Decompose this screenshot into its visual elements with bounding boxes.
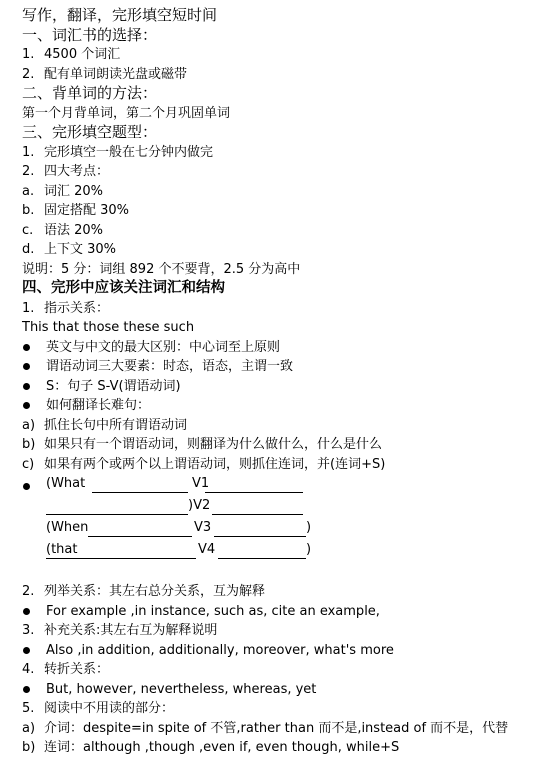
template-v2: )V2 — [188, 498, 211, 513]
template-v3: V3 — [194, 520, 212, 535]
list-item: a) 抓住长句中所有谓语动词 — [22, 417, 188, 433]
template-what: (What — [46, 476, 86, 491]
list-item: a. 词汇 20% — [22, 183, 104, 199]
bullet-item: Also ,in addition, additionally, moreover, what's more — [22, 641, 550, 661]
template-row-what — [22, 474, 550, 496]
bullet-dot-icon — [23, 483, 30, 490]
template-row-that — [22, 540, 550, 562]
list-item: 5. 阅读中不用读的部分： — [22, 701, 175, 716]
template-close4: ) — [306, 542, 312, 557]
list-item: 1. 指示关系： — [22, 300, 110, 316]
bullet-item: 如何翻译长难句： — [22, 396, 550, 416]
list-item: 1. 完形填空一般在七分钟内做完 — [22, 144, 214, 160]
template-that: (that — [46, 542, 78, 557]
section-heading-cloze-type: 三、完形填空题型： — [22, 123, 158, 141]
bullet-dot-icon — [23, 344, 30, 351]
bullet-item: 英文与中文的最大区别：中心词至上原则 — [22, 338, 550, 358]
template-close3: ) — [306, 520, 312, 535]
list-item: b. 固定搭配 30% — [22, 203, 130, 218]
paragraph: 第一个月背单词，第二个月巩固单词 — [22, 105, 231, 121]
template-when: (When — [46, 520, 89, 535]
bullet-dot-icon — [23, 363, 30, 370]
blank-line — [88, 536, 192, 537]
bullet-item: 谓语动词三大要素：时态，语态，主谓一致 — [22, 357, 550, 377]
blank-line — [46, 514, 188, 515]
section-heading-vocab-book: 一、词汇书的选择： — [22, 25, 158, 44]
template-row-v2 — [22, 496, 550, 518]
list-item: a) 介词：despite=in spite of 不管,rather than 而不是,instead of 而不是，代替 — [22, 720, 509, 736]
blank-line — [214, 536, 306, 537]
demonstratives-line: This that those these such — [22, 320, 195, 335]
bullet-dot-icon — [23, 402, 30, 409]
list-item: c. 语法 20% — [22, 222, 104, 238]
list-item: 4. 转折关系： — [22, 662, 110, 677]
bullet-dot-icon — [23, 608, 30, 615]
blank-line — [218, 558, 306, 559]
bullet-item: S：句子 S-V(谓语动词) — [22, 377, 550, 397]
list-item: 3. 补充关系:其左右互为解释说明 — [22, 623, 218, 638]
bullet-item: For example ,in instance, such as, cite an example, — [22, 602, 550, 622]
blank-line — [205, 492, 303, 493]
template-v4: V4 — [198, 542, 216, 557]
blank-line — [212, 514, 303, 515]
blank-line — [46, 558, 196, 559]
template-v1: V1 — [192, 476, 210, 491]
section-heading-focus: 四、完形中应该关注词汇和结构 — [22, 280, 225, 296]
note: 说明：5 分：词组 892 个不要背，2.5 分为高中 — [22, 261, 301, 277]
bullet-dot-icon — [23, 647, 30, 654]
list-item: 2. 四大考点： — [22, 164, 110, 179]
list-item: 2. 配有单词朗读光盘或磁带 — [22, 66, 188, 82]
list-item: b) 连词：although ,though ,even if, even though, while+S — [22, 740, 400, 755]
bullet-dot-icon — [23, 686, 30, 693]
document-body — [22, 6, 550, 758]
list-item: 1. 4500 个词汇 — [22, 47, 121, 62]
template-row-when — [22, 518, 550, 540]
list-item: c) 如果有两个或两个以上谓语动词，则抓住连词，并(连词+S) — [22, 456, 386, 472]
document-title: 写作，翻译，完形填空短时间 — [22, 6, 218, 24]
section-heading-memorize-method: 二、背单词的方法： — [22, 84, 158, 102]
list-item: d. 上下文 30% — [22, 242, 117, 257]
bullet-item: But, however, nevertheless, whereas, yet — [22, 680, 550, 700]
blank-line — [92, 492, 188, 493]
list-item: 2. 列举关系：其左右总分关系，互为解释 — [22, 584, 266, 599]
bullet-dot-icon — [23, 383, 30, 390]
list-item: b) 如果只有一个谓语动词，则翻译为什么做什么，什么是什么 — [22, 437, 383, 452]
